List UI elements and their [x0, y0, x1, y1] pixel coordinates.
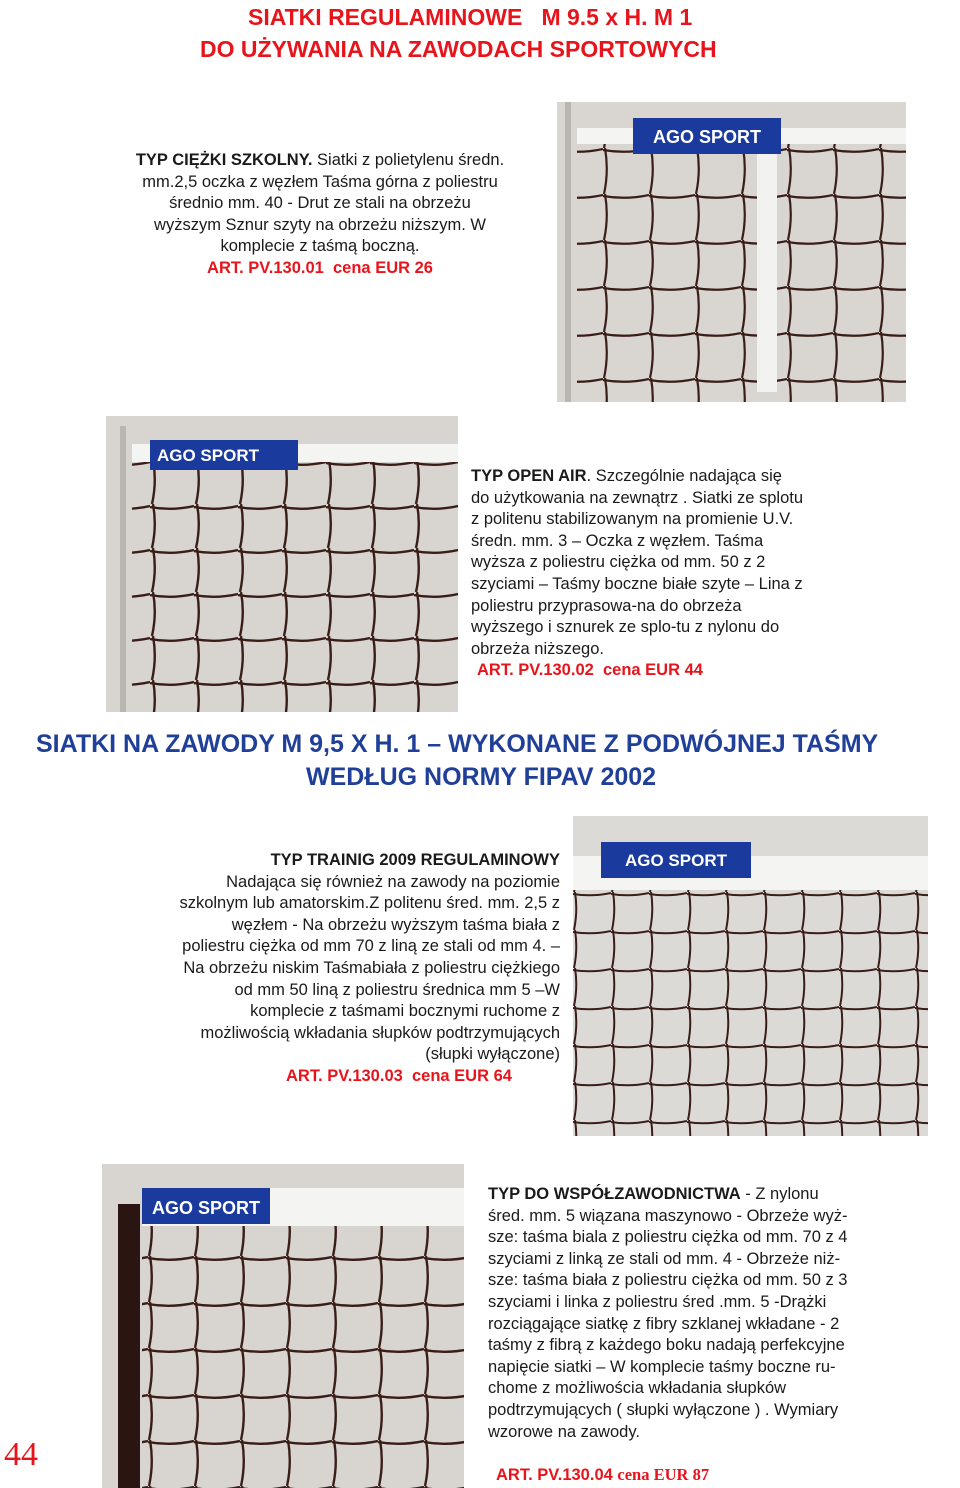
- net-image: [573, 816, 928, 1136]
- product-1-line: średnio mm. 40 - Drut ze stali na obrzeżu: [169, 194, 471, 213]
- product-4-line: sze: taśma biala z poliestru ciężka od mm. 70 z 4: [488, 1228, 848, 1247]
- product-4-art-number: ART. PV.130.04: [496, 1466, 613, 1484]
- product-2-art-price: ART. PV.130.02 cena EUR 44: [477, 661, 703, 680]
- product-1-description: [95, 150, 545, 280]
- page-title-line-1: SIATKI REGULAMINOWE M 9.5 x H. M 1: [248, 4, 693, 30]
- product-3-type-line: [100, 850, 560, 872]
- brand-label-text: AGO SPORT: [151, 1198, 261, 1218]
- product-4-description: [488, 1184, 938, 1443]
- product-2-line: wyższego i sznurek ze splo-tu z nylonu do: [471, 618, 780, 637]
- product-2-type-rest: . Szczególnie nadająca się: [586, 467, 782, 485]
- product-4-line: rozciągające siatkę z fibry szklanej wkładane - 2: [488, 1314, 840, 1333]
- section-heading-line-2: WEDŁUG NORMY FIPAV 2002: [306, 763, 657, 791]
- product-4-price: cena EUR 87: [617, 1465, 710, 1484]
- product-2-type-label: TYP OPEN AIR: [471, 467, 587, 485]
- product-1-type-label: TYP CIĘŻKI SZKOLNY.: [135, 151, 313, 169]
- product-3-line: Nadająca się również na zawody na poziomie: [226, 872, 560, 891]
- brand-label-text: AGO SPORT: [652, 127, 762, 147]
- product-4-line: wzorowe na zawody.: [488, 1422, 640, 1441]
- product-4-line: taśmy z fibrą z każdego boku nadają perfekcyjne: [488, 1336, 845, 1355]
- product-3-line: od mm 50 liną z poliestru średnica mm 5 –W: [234, 980, 560, 999]
- product-3-line: komplecie z taśmami bocznymi ruchome z: [250, 1002, 560, 1021]
- product-3-description: [100, 850, 560, 1088]
- brand-label-text: AGO SPORT: [156, 446, 260, 465]
- product-3-art-price: ART. PV.130.03 cena EUR 64: [286, 1066, 512, 1085]
- product-2-description: [471, 466, 921, 682]
- product-4-net-photo: [102, 1164, 464, 1488]
- product-3-line: możliwością wkładania słupków podtrzymujących: [200, 1023, 560, 1042]
- page-number: 44: [4, 1436, 38, 1473]
- product-4-line: szyciami i linka z poliestru śred .mm. 5 -Drążki: [488, 1292, 827, 1311]
- product-4-type-rest: - Z nylonu: [740, 1185, 819, 1203]
- product-4-line: chome z możliwościa wkładania słupków: [488, 1379, 787, 1398]
- product-4-line: szyciami z linką ze stali od mm. 4 - Obrzeże niż-: [488, 1249, 841, 1268]
- section-heading-line-1: SIATKI NA ZAWODY M 9,5 X H. 1 – WYKONANE Z PODWÓJNEJ TAŚMY: [36, 730, 879, 758]
- product-1-line: mm.2,5 oczka z węzłem Taśma górna z poliestru: [142, 172, 498, 191]
- product-4-line: podtrzymujących ( słupki wyłączone ) . Wymiary: [488, 1400, 839, 1419]
- net-image: [102, 1164, 464, 1488]
- product-1-type-line: [95, 150, 545, 172]
- product-3-net-photo: [573, 816, 928, 1136]
- product-2-line: poliestru przyprasowa-na do obrzeża: [471, 596, 742, 615]
- product-4-type-line: [488, 1184, 938, 1206]
- product-1-line: komplecie z taśmą boczną.: [220, 237, 420, 256]
- net-image: [106, 416, 458, 712]
- product-4-line: napięcie siatki – W komplecie taśmy boczne ru-: [488, 1357, 836, 1376]
- product-1-net-photo: [557, 102, 906, 402]
- product-3-line: poliestru ciężka od mm 70 z liną ze stali od mm 4. –: [182, 937, 560, 956]
- product-3-line: (słupki wyłączone): [425, 1045, 560, 1064]
- product-4-art-price: [496, 1465, 709, 1485]
- product-1-art-price: ART. PV.130.01 cena EUR 26: [207, 258, 433, 277]
- product-2-line: średn. mm. 3 – Oczka z węzłem. Taśma: [471, 531, 764, 550]
- product-2-type-line: [471, 466, 921, 488]
- product-3-line: Na obrzeżu niskim Taśmabiała z poliestru ciężkiego: [183, 958, 560, 977]
- product-2-line: z politenu stabilizowanym na promienie U.V.: [471, 510, 794, 529]
- product-2-net-photo: [106, 416, 458, 712]
- product-3-line: szkolnym lub amatorskim.Z politenu śred. mm. 2,5 z: [179, 894, 560, 913]
- product-1-type-rest: Siatki z polietylenu średn.: [312, 151, 505, 169]
- product-1-line: wyższym Sznur szyty na obrzeżu niższym. W: [154, 215, 486, 234]
- product-2-line: szyciami – Taśmy boczne białe szyte – Lina z: [471, 574, 803, 593]
- product-3-line: węzłem - Na obrzeżu wyższym taśma biała z: [231, 915, 560, 934]
- brand-label-text: AGO SPORT: [624, 851, 728, 870]
- product-4-type-label: TYP DO WSPÓŁZAWODNICTWA: [488, 1185, 741, 1203]
- page-title-line-2: DO UŻYWANIA NA ZAWODACH SPORTOWYCH: [200, 36, 717, 62]
- product-2-line: wyższa z poliestru ciężka od mm. 50 z 2: [471, 553, 766, 572]
- product-2-line: obrzeża niższego.: [471, 639, 604, 658]
- product-4-line: śred. mm. 5 wiązana maszynowo - Obrzeże wyż-: [488, 1206, 848, 1225]
- product-4-line: sze: taśma biała z poliestru ciężka od mm. 50 z 3: [488, 1271, 848, 1290]
- product-3-type-label: TYP TRAINIG 2009 REGULAMINOWY: [270, 851, 560, 869]
- product-2-line: do użytkowania na zewnątrz . Siatki ze splotu: [471, 488, 804, 507]
- net-image: [557, 102, 906, 402]
